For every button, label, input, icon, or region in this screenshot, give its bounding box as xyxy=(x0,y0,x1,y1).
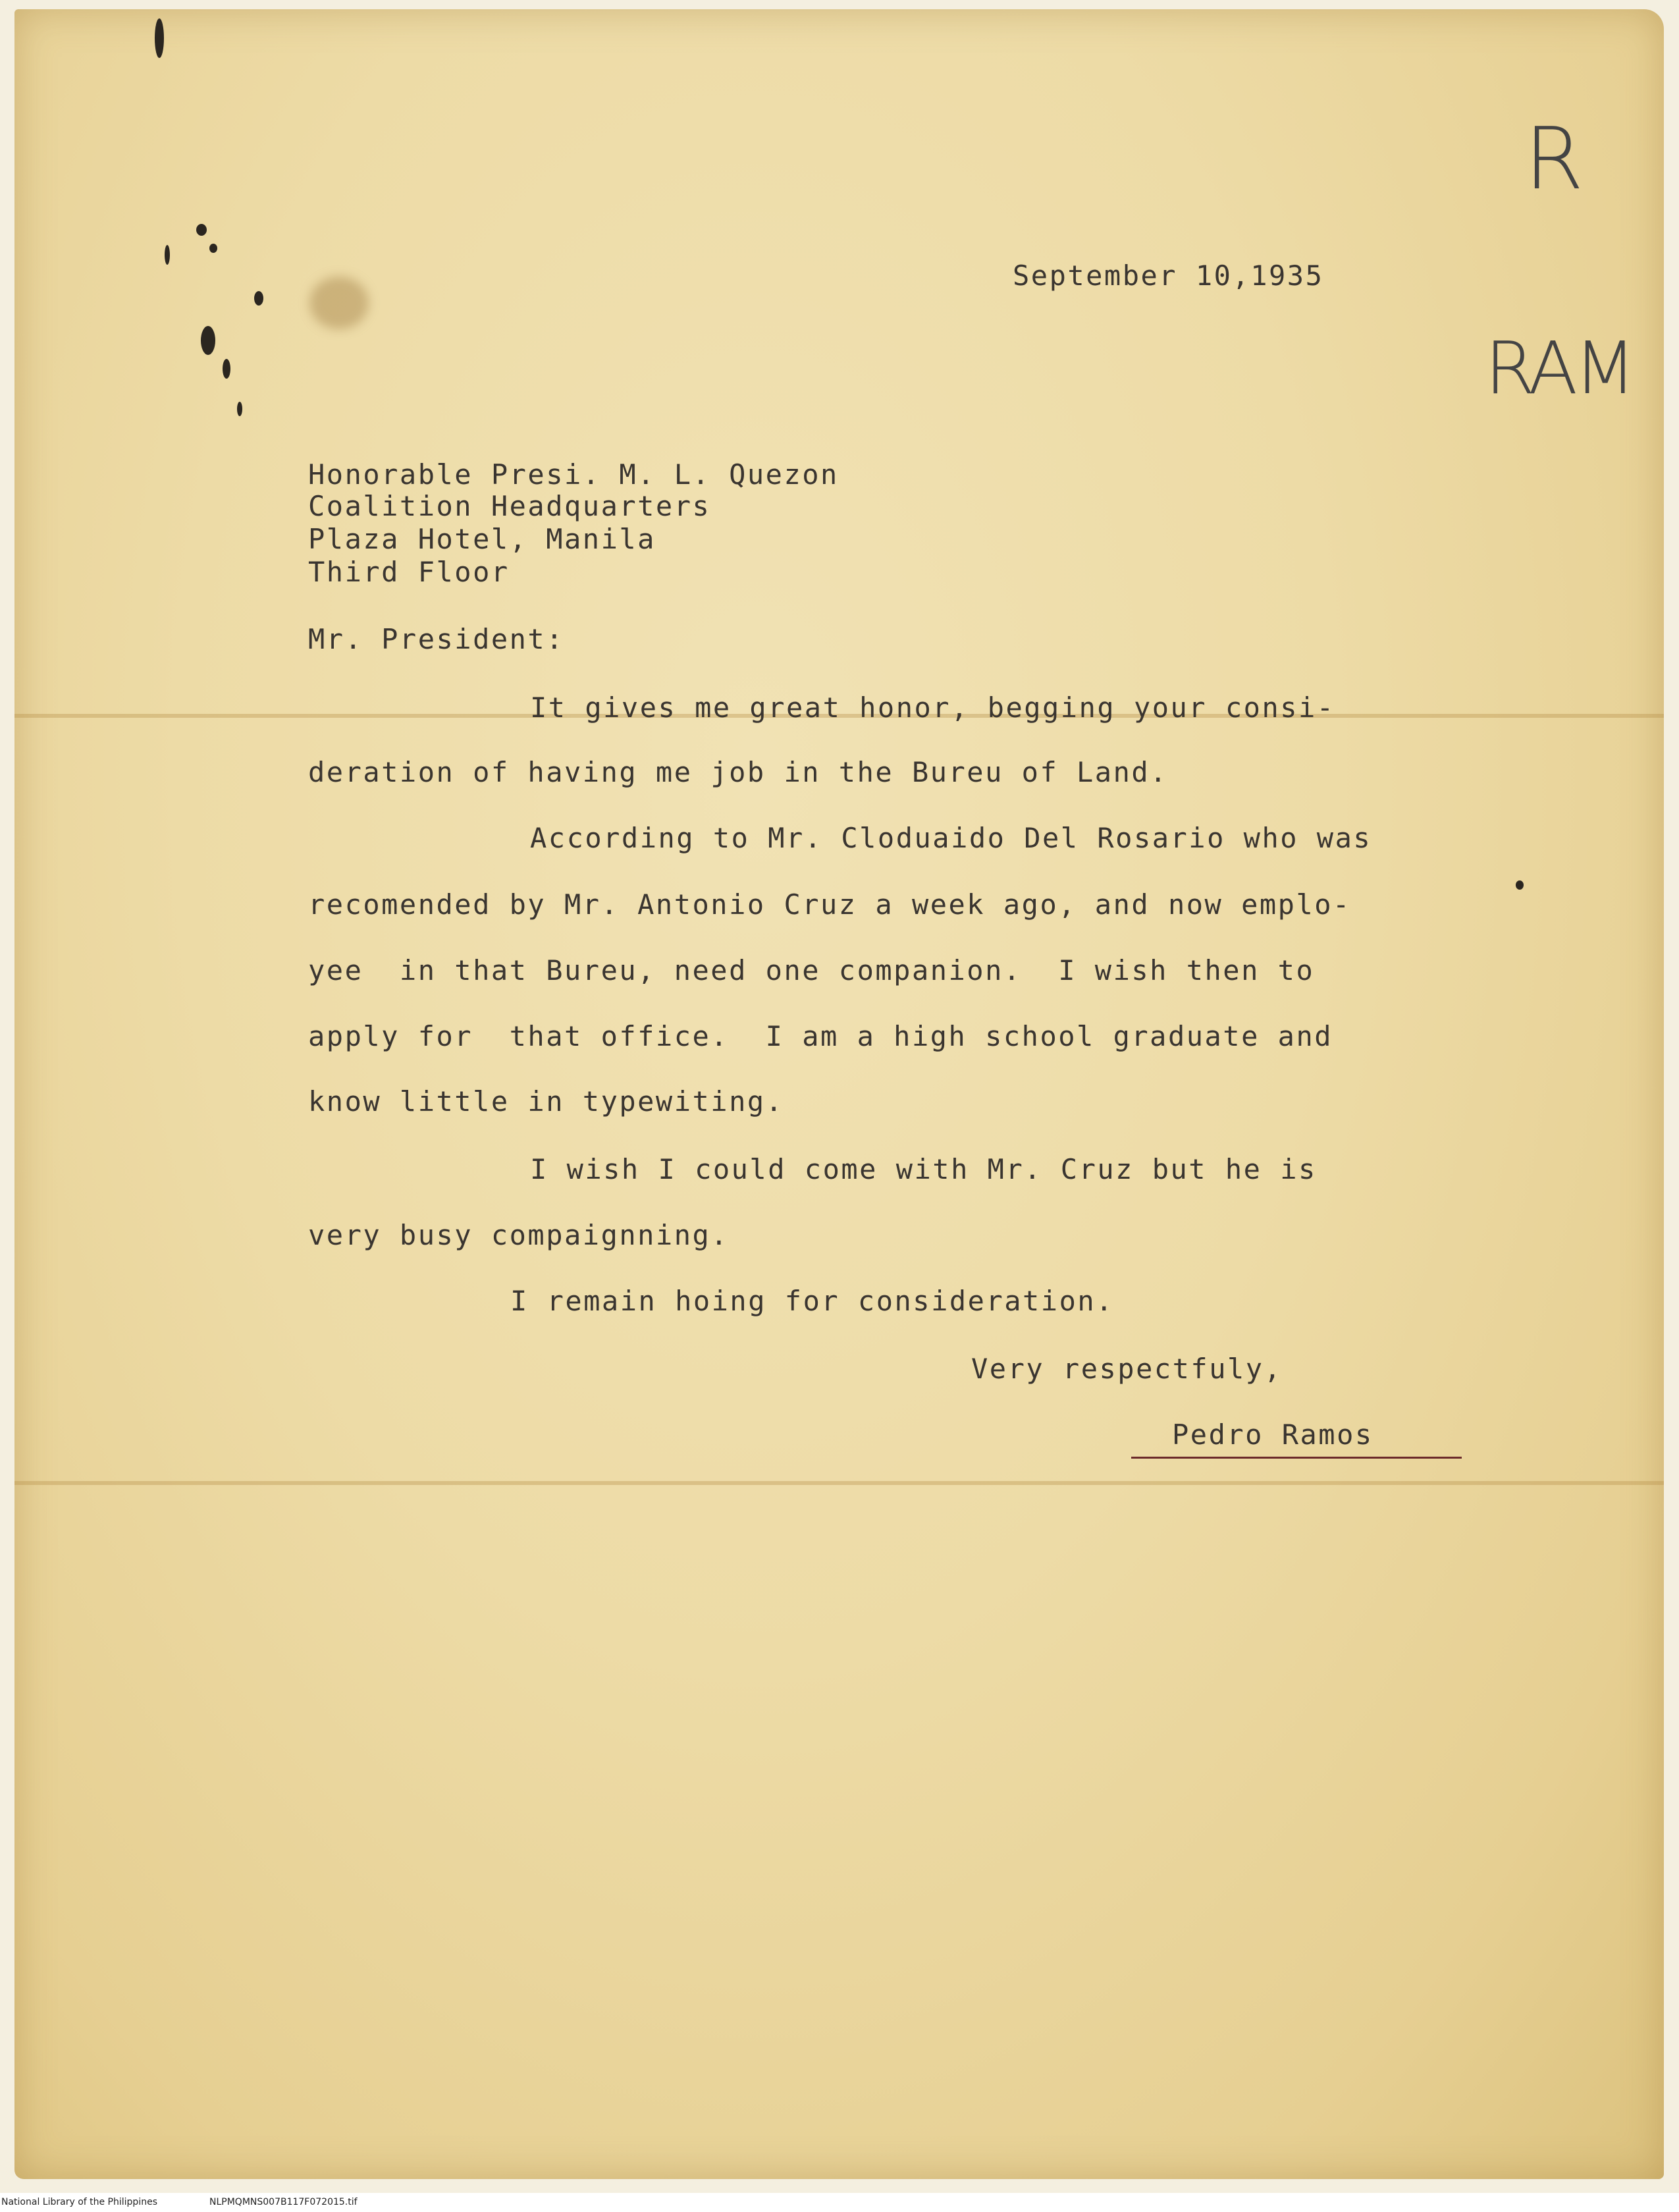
letter-page xyxy=(14,9,1664,2179)
address-line: Coalition Headquarters xyxy=(308,490,711,522)
ink-stain xyxy=(209,244,217,253)
ink-stain xyxy=(155,18,164,58)
body-line: recomended by Mr. Antonio Cruz a week ago, and now emplo- xyxy=(308,888,1351,921)
body-line: I wish I could come with Mr. Cruz but he is xyxy=(530,1153,1317,1185)
signature-name: Pedro Ramos xyxy=(1172,1418,1373,1451)
closing: Very respectfuly, xyxy=(971,1353,1283,1385)
ink-stain xyxy=(201,326,215,355)
signature-line xyxy=(1131,1457,1462,1459)
body-line: very busy compaignning. xyxy=(308,1219,730,1251)
ink-stain xyxy=(1516,880,1524,890)
body-line: deration of having me job in the Bureu of Land. xyxy=(308,756,1168,788)
address-line: Third Floor xyxy=(308,556,510,588)
handwritten-initials: RAM xyxy=(1485,326,1633,410)
letter-date: September 10,1935 xyxy=(1013,259,1324,292)
ink-stain xyxy=(196,224,207,236)
ink-stain xyxy=(223,359,230,379)
water-stain xyxy=(309,277,369,329)
ink-stain xyxy=(237,402,242,416)
body-line: It gives me great honor, begging your consi- xyxy=(530,691,1335,724)
salutation: Mr. President: xyxy=(308,623,565,655)
body-line: know little in typewiting. xyxy=(308,1085,784,1118)
fold-crease xyxy=(14,1481,1664,1485)
ink-stain xyxy=(254,291,263,306)
address-line: Plaza Hotel, Manila xyxy=(308,523,656,555)
body-line: yee in that Bureu, need one companion. I wish then to xyxy=(308,954,1315,986)
body-line: apply for that office. I am a high school graduate and xyxy=(308,1020,1333,1052)
address-line: Honorable Presi. M. L. Quezon xyxy=(308,458,839,491)
body-line: According to Mr. Cloduaido Del Rosario who was xyxy=(530,822,1372,854)
handwritten-initial: R xyxy=(1524,109,1584,209)
ink-stain xyxy=(165,245,170,265)
footer-institution: National Library of the Philippines xyxy=(1,2197,157,2207)
archive-footer xyxy=(0,2193,1679,2212)
footer-file: NLPMQMNS007B117F072015.tif xyxy=(209,2197,358,2207)
body-line: I remain hoing for consideration. xyxy=(510,1285,1114,1317)
